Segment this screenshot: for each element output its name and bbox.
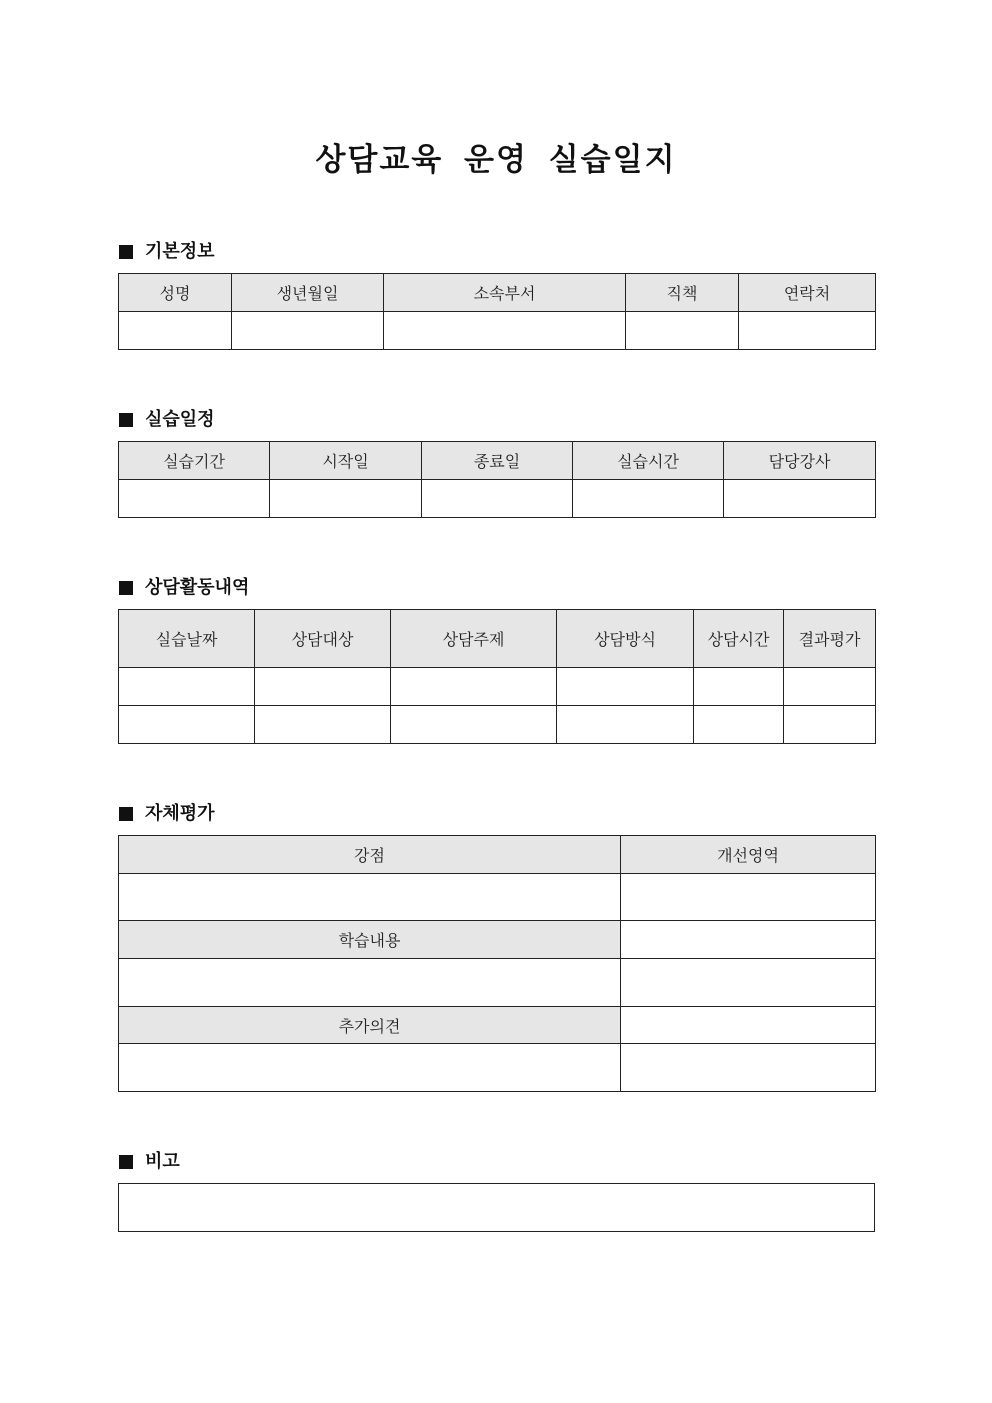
table-row: [119, 1044, 876, 1092]
counsel-target-field[interactable]: [255, 706, 391, 744]
remarks-field[interactable]: [119, 1184, 875, 1232]
position-field[interactable]: [626, 312, 739, 350]
table-row: [119, 921, 876, 959]
practice-date-field[interactable]: [119, 706, 255, 744]
table-header-row: [119, 442, 876, 480]
counsel-method-field[interactable]: [557, 706, 694, 744]
learning-content-field[interactable]: [119, 959, 621, 1007]
section-heading-label: 실습일정: [145, 409, 215, 430]
header-start-date: 시작일: [270, 442, 422, 480]
period-field[interactable]: [119, 480, 270, 518]
table-row: [119, 1184, 875, 1232]
end-date-field[interactable]: [422, 480, 573, 518]
header-counsel-time: 상담시간: [694, 610, 784, 668]
department-field[interactable]: [384, 312, 626, 350]
section-heading-schedule: [119, 408, 215, 432]
counsel-target-field[interactable]: [255, 668, 391, 706]
basic-info-table: [118, 273, 876, 350]
result-eval-field[interactable]: [784, 706, 876, 744]
header-counsel-method: 상담방식: [557, 610, 694, 668]
header-practice-date: 실습날짜: [119, 610, 255, 668]
section-heading-self-eval: [119, 802, 215, 826]
birthdate-field[interactable]: [232, 312, 384, 350]
header-strengths: 강점: [119, 836, 621, 874]
strengths-field[interactable]: [119, 874, 621, 921]
header-result-eval: 결과평가: [784, 610, 876, 668]
square-bullet-icon: [119, 1155, 133, 1169]
section-heading-label: 기본정보: [145, 241, 215, 262]
start-date-field[interactable]: [270, 480, 422, 518]
header-name: 성명: [119, 274, 232, 312]
section-heading-basic-info: [119, 240, 215, 264]
square-bullet-icon: [119, 245, 133, 259]
counsel-time-field[interactable]: [694, 706, 784, 744]
table-row: [119, 706, 876, 744]
table-row: [119, 668, 876, 706]
section-heading-label: 비고: [145, 1151, 180, 1172]
table-header-row: [119, 610, 876, 668]
section-heading-activities: [119, 576, 249, 600]
header-improvement-areas: 개선영역: [621, 836, 876, 874]
remarks-table: [118, 1183, 875, 1232]
header-period: 실습기간: [119, 442, 270, 480]
header-counsel-topic: 상담주제: [391, 610, 557, 668]
table-row: [119, 874, 876, 921]
counsel-time-field[interactable]: [694, 668, 784, 706]
practice-hours-field[interactable]: [573, 480, 724, 518]
activities-table: [118, 609, 876, 744]
improvement-areas-field[interactable]: [621, 874, 876, 921]
table-header-row: [119, 836, 876, 874]
improvement-areas-field[interactable]: [621, 921, 876, 959]
section-heading-remarks: [119, 1150, 180, 1174]
square-bullet-icon: [119, 807, 133, 821]
header-position: 직책: [626, 274, 739, 312]
section-heading-label: 자체평가: [145, 803, 215, 824]
improvement-areas-field[interactable]: [621, 959, 876, 1007]
contact-field[interactable]: [739, 312, 876, 350]
header-counsel-target: 상담대상: [255, 610, 391, 668]
header-practice-hours: 실습시간: [573, 442, 724, 480]
schedule-table: [118, 441, 876, 518]
section-heading-label: 상담활동내역: [145, 577, 250, 598]
table-header-row: [119, 274, 876, 312]
table-row: [119, 1007, 876, 1044]
header-additional-opinion: 추가의견: [119, 1007, 621, 1044]
result-eval-field[interactable]: [784, 668, 876, 706]
counsel-topic-field[interactable]: [391, 668, 557, 706]
name-field[interactable]: [119, 312, 232, 350]
improvement-areas-field[interactable]: [621, 1044, 876, 1092]
additional-opinion-field[interactable]: [119, 1044, 621, 1092]
table-row: [119, 312, 876, 350]
practice-date-field[interactable]: [119, 668, 255, 706]
square-bullet-icon: [119, 581, 133, 595]
page-title: 상담교육 운영 실습일지: [315, 142, 677, 178]
header-department: 소속부서: [384, 274, 626, 312]
header-instructor: 담당강사: [724, 442, 876, 480]
square-bullet-icon: [119, 413, 133, 427]
improvement-areas-field[interactable]: [621, 1007, 876, 1044]
header-end-date: 종료일: [422, 442, 573, 480]
instructor-field[interactable]: [724, 480, 876, 518]
header-birthdate: 생년월일: [232, 274, 384, 312]
self-eval-table: [118, 835, 876, 1092]
header-learning-content: 학습내용: [119, 921, 621, 959]
table-row: [119, 480, 876, 518]
counsel-method-field[interactable]: [557, 668, 694, 706]
table-row: [119, 959, 876, 1007]
counsel-topic-field[interactable]: [391, 706, 557, 744]
header-contact: 연락처: [739, 274, 876, 312]
